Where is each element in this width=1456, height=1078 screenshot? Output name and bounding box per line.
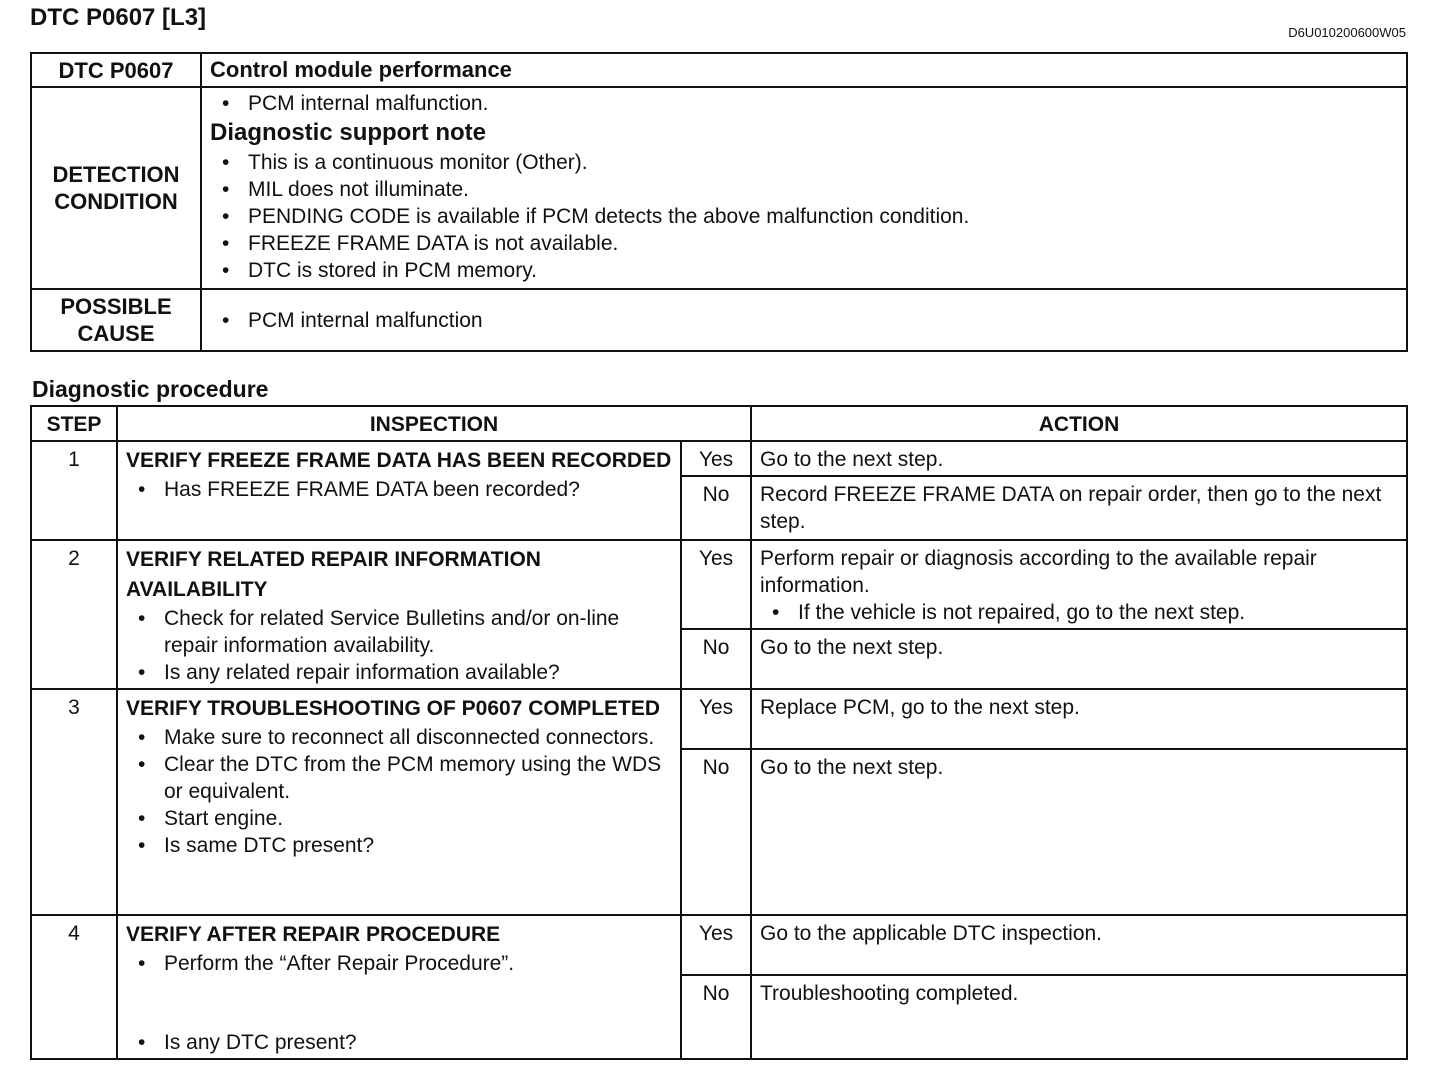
inspection-title: VERIFY AFTER REPAIR PROCEDURE (126, 923, 501, 946)
no-label: No (681, 749, 751, 915)
yes-action: Go to the next step. (751, 441, 1407, 476)
possible-cause-content (201, 289, 1407, 351)
inspection-title: VERIFY FREEZE FRAME DATA HAS BEEN RECORDED (126, 449, 672, 472)
no-label: No (681, 629, 751, 689)
no-action: Go to the next step. (751, 749, 1407, 915)
no-action: Troubleshooting completed. (751, 975, 1407, 1059)
inspection-item: • Make sure to reconnect all disconnected connectors. (126, 724, 672, 751)
no-label: No (681, 975, 751, 1059)
yes-action: Replace PCM, go to the next step. (751, 689, 1407, 749)
support-item: • FREEZE FRAME DATA is not available. (210, 230, 1398, 257)
procedure-heading: Diagnostic procedure (32, 376, 269, 402)
support-item: • MIL does not illuminate. (210, 176, 1398, 203)
yes-action-subitem: • If the vehicle is not repaired, go to the next step. (760, 599, 1398, 626)
inspection-item: • Perform the “After Repair Procedure”. (126, 950, 672, 977)
detection-condition-content (201, 87, 1407, 289)
support-item: • PENDING CODE is available if PCM detects the above malfunction condition. (210, 203, 1398, 230)
yes-action: Perform repair or diagnosis according to the available repair information. (760, 547, 1317, 597)
support-item: • This is a continuous monitor (Other). (210, 149, 1398, 176)
yes-action-cell (751, 540, 1407, 629)
inspection-item: • Check for related Service Bulletins and/or on-line repair information availability. (126, 605, 672, 659)
inspection-item: • Clear the DTC from the PCM memory using the WDS or equivalent. (126, 751, 672, 805)
step-header: STEP (31, 406, 117, 441)
inspection-item: • Start engine. (126, 805, 672, 832)
support-item: • DTC is stored in PCM memory. (210, 257, 1398, 284)
possible-cause-label: POSSIBLE CAUSE (31, 289, 201, 351)
step-number: 4 (31, 915, 117, 1059)
yes-label: Yes (681, 540, 751, 629)
dtc-summary-table (30, 52, 1408, 352)
dtc-description: Control module performance (201, 53, 1407, 87)
yes-label: Yes (681, 441, 751, 476)
no-action: Go to the next step. (751, 629, 1407, 689)
document-id: D6U010200600W05 (1288, 25, 1406, 40)
inspection-header: INSPECTION (117, 406, 751, 441)
page-title: DTC P0607 [L3] (30, 4, 207, 31)
inspection-item: • Has FREEZE FRAME DATA been recorded? (126, 476, 672, 503)
inspection-item: • Is any DTC present? (126, 1029, 672, 1056)
yes-label: Yes (681, 689, 751, 749)
yes-action: Go to the applicable DTC inspection. (751, 915, 1407, 975)
inspection-item: • Is any related repair information available? (126, 659, 672, 686)
inspection-title: VERIFY TROUBLESHOOTING OF P0607 COMPLETED (126, 697, 661, 720)
cause-item: • PCM internal malfunction (210, 307, 1398, 334)
no-label: No (681, 476, 751, 540)
support-note-title: Diagnostic support note (210, 119, 486, 146)
detection-condition-label: DETECTION CONDITION (31, 87, 201, 289)
inspection-cell (117, 915, 681, 1059)
step-number: 3 (31, 689, 117, 915)
inspection-cell (117, 540, 681, 689)
inspection-title: VERIFY RELATED REPAIR INFORMATION AVAILABILITY (126, 548, 541, 601)
no-action: Record FREEZE FRAME DATA on repair order, then go to the next step. (751, 476, 1407, 540)
dtc-code-cell: DTC P0607 (31, 53, 201, 87)
inspection-cell (117, 441, 681, 540)
step-number: 1 (31, 441, 117, 540)
yes-label: Yes (681, 915, 751, 975)
inspection-cell (117, 689, 681, 915)
inspection-item: • Is same DTC present? (126, 832, 672, 859)
step-number: 2 (31, 540, 117, 689)
procedure-table (30, 405, 1408, 1060)
detection-item: • PCM internal malfunction. (210, 90, 1398, 117)
action-header: ACTION (751, 406, 1407, 441)
